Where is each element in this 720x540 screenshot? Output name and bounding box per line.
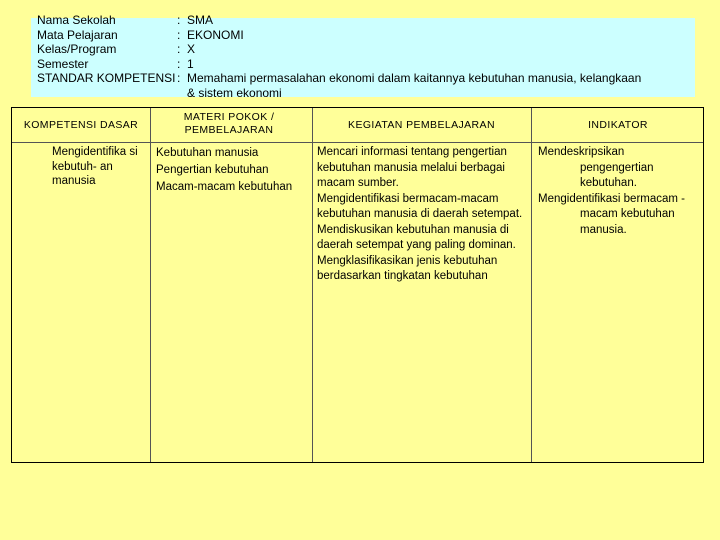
header-label: Nama Sekolah	[37, 13, 116, 27]
header-value: Memahami permasalahan ekonomi dalam kaitannya kebutuhan manusia, kelangkaan	[187, 71, 642, 85]
header-sep: :	[177, 71, 181, 85]
header-indikator: INDIKATOR	[588, 119, 648, 131]
header-kompetensi-dasar: KOMPETENSI DASAR	[23, 119, 139, 131]
column-divider	[531, 108, 532, 462]
header-row-standar	[37, 71, 641, 86]
standar-continuation: & sistem ekonomi	[187, 86, 282, 100]
header-label: Mata Pelajaran	[37, 28, 118, 42]
materi-item: Pengertian kebutuhan	[156, 164, 269, 176]
kegiatan-item: Mencari informasi tentang pengertian kebutuhan manusia melalui berbagai macam sumber.	[317, 146, 507, 189]
kegiatan-cell	[317, 145, 529, 285]
header-row-semester	[37, 57, 194, 72]
header-kegiatan: KEGIATAN PEMBELAJARAN	[348, 119, 495, 131]
column-divider	[150, 108, 151, 462]
header-label: STANDAR KOMPETENSI	[37, 71, 176, 85]
header-label: Kelas/Program	[37, 42, 117, 56]
indikator-item	[538, 145, 698, 192]
header-panel	[31, 13, 695, 100]
materi-item: Macam-macam kebutuhan	[156, 181, 293, 193]
header-value: SMA	[187, 13, 214, 27]
header-label: Semester	[37, 57, 89, 71]
kegiatan-item: Mengidentifikasi bermacam-macam kebutuhan manusia di daerah setempat.	[317, 192, 523, 220]
rpp-table	[11, 107, 704, 463]
kompetensi-dasar-cell: Mengidentifika si kebutuh- an manusia	[52, 146, 138, 187]
indikator-verb: Mendeskripsikan	[538, 146, 625, 158]
header-row-divider	[12, 142, 703, 143]
header-sep: :	[177, 42, 181, 56]
indikator-verb: Mengidentifikasi	[538, 192, 621, 205]
materi-cell	[156, 145, 312, 196]
header-value: 1	[187, 57, 194, 71]
header-value: EKONOMI	[187, 28, 244, 42]
header-row-sekolah	[37, 13, 213, 28]
materi-item: Kebutuhan manusia	[156, 147, 259, 159]
column-divider	[312, 108, 313, 462]
header-value: X	[187, 42, 196, 56]
kegiatan-item: Mendiskusikan kebutuhan manusia di daerah setempat yang paling dominan.	[317, 223, 516, 251]
indikator-text: pengengertian kebutuhan.	[580, 161, 654, 189]
header-row-pelajaran	[37, 28, 244, 43]
header-sep: :	[177, 57, 181, 71]
header-materi-pokok: MATERI POKOK / PEMBELAJARAN	[183, 111, 275, 136]
header-row-kelas	[37, 42, 195, 57]
indikator-cell	[538, 145, 698, 238]
indikator-text: bermacam -macam kebutuhan manusia.	[580, 192, 686, 236]
indikator-item	[538, 192, 698, 239]
header-sep: :	[177, 13, 181, 27]
header-sep: :	[177, 28, 181, 42]
kegiatan-item: Mengklasifikasikan jenis kebutuhan berdasarkan tingkatan kebutuhan	[317, 254, 498, 282]
